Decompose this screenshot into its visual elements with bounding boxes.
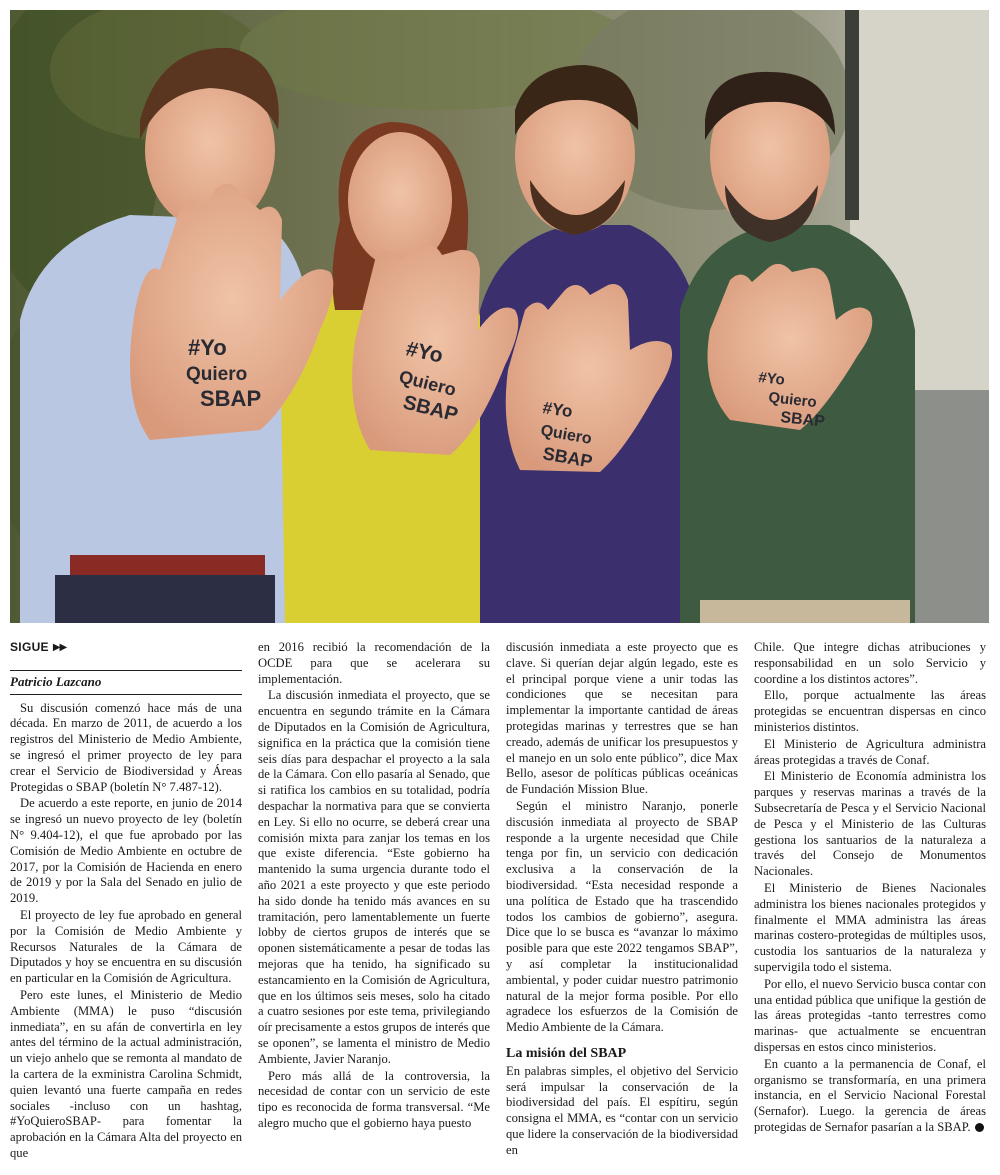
paragraph: El Ministerio de Agricultura administra áreas protegidas a través de Conaf.	[754, 736, 986, 767]
paragraph: El Ministerio de Economía administra los parques y reservas marinas a través de la Subsecretaría de Pesca y el Servicio Nacional de Pesca y el Ministerio de las Culturas gestiona los santuarios de la naturaleza a través del Consejo de Monumentos Nacionales.	[754, 769, 986, 879]
author-byline: Patricio Lazcano	[10, 670, 242, 695]
paragraph: De acuerdo a este reporte, en junio de 2014 se ingresó un nuevo proyecto de ley (boletín N° 9.404-12), el que fue aprobado por las Comisión de Medio Ambiente en octubre de 2017, por la Comisión de Hacienda en enero de 2019 y por la Sala del Senado en julio de 2019.	[10, 796, 242, 906]
column-3	[506, 640, 738, 1165]
hand-text-3-line2: Quiero	[539, 422, 594, 448]
sigue-text: SIGUE	[10, 640, 49, 654]
paragraph: La discusión inmediata el proyecto, que se encuentra en segundo trámite en la Cámara de Diputados en la Comisión de Agricultura, significa en la práctica que la comisión tiene seis días para despachar el proyecto a la sala de la Cámara. Con ello pasaría al Senado, que si ratifica los cambios en su totalidad, podría despachar la normativa para que se convierta en Ley. Si ello no ocurre, se deberá crear una comisión mixta para zanjar los temas en los que existe diferencia. “Este gobierno ha mantenido la suma urgencia durante todo el año 2021 a este proyecto y que este periodo ha sido donde ha tenido más avances en su tramitación, pero lamentablemente un fuerte lobby de ciertos grupos de interés que se oponen sistemáticamente a pesar de todas las mejoras que ha tenido, ha significado su estancamiento en la Comisión de Agricultura, que en los últimos seis meses, solo ha citado a cuatro sesiones por este tema, privilegiando oír precisamente a estos grupos de interés que se oponen”, se lamenta el ministro de Medio Ambiente, Javier Naranjo.	[258, 688, 490, 1066]
paragraph: en 2016 recibió la recomendación de la OCDE para que se acelerara su implementación.	[258, 640, 490, 686]
hand-text-3-line1: #Yo	[541, 398, 574, 422]
paragraph: discusión inmediata a este proyecto que es clave. Si querían dejar algún legado, este es el principal porque viene a unir todas las condiciones que se necesitan para implementar la importante cantidad de áreas protegidas marinas y terrestres que se han creado, además de unificar los presupuestos y el manejo en un solo ente público”, dice Max Bello, asesor de políticas públicas oceánicas de Fundación Mission Blue.	[506, 640, 738, 797]
paragraph: Pero este lunes, el Ministerio de Medio Ambiente (MMA) le puso “discusión inmediata”, en su afán de convertirla en ley antes del término de la actual administración, un viejo anhelo que se remonta al mandato de la cartera de la exministra Carolina Schmidt, quien levantó una fuerte campaña en redes sociales -incluso con un hashtag, #YoQuieroSBAP- para fomentar la aprobación en la Cámara Alta del proyecto en que	[10, 987, 242, 1160]
paragraph: El Ministerio de Bienes Nacionales administra los bienes nacionales protegidos y finalmente el MMA administra las áreas marinas costero-protegidas de múltiples usos, custodia los santuarios de la naturaleza y supervigila todo el sistema.	[754, 880, 986, 974]
paragraph: En palabras simples, el objetivo del Servicio será impulsar la conservación de la biodiversidad del país. El espítiru, según consigna el MMA, es “contar con un servicio que lidere la conservación de la biodiversidad en	[506, 1063, 738, 1157]
column-4	[754, 640, 986, 1165]
paragraph: Ello, porque actualmente las áreas protegidas se encuentran dispersas en cinco ministerios distintos.	[754, 688, 986, 734]
paragraph: Pero más allá de la controversia, la necesidad de contar con un servicio de este tipo es reconocida de forma transversal. “Me alegro mucho que el gobierno haya puesto	[258, 1068, 490, 1130]
hand-text-4-line1: #Yo	[757, 369, 786, 389]
column-1	[10, 640, 242, 1165]
subheading: La misión del SBAP	[506, 1045, 627, 1061]
paragraph-final	[754, 1057, 986, 1136]
paragraph: Según el ministro Naranjo, ponerle discusión inmediata al proyecto de SBAP responde a la urgente necesidad que Chile tenga por fin, un servicio con dedicación exclusiva a la conservación de la biodiversidad. “Esta necesidad responde a una política de Estado que ha trascendido todos los cambios de gobierno”, asegura. Dice que lo se busca es “avanzar lo máximo posible para que este 2022 tengamos SBAP”, y así completar la institucionalidad ambiental, y poder cuidar nuestro patrimonio natural de la mejor forma posible. Por ello agradece los esfuerzos de la Comisión de Medio Ambiente de la Cámara.	[506, 798, 738, 1035]
article-photo	[10, 10, 989, 623]
hand-text-3-line3: SBAP	[541, 443, 595, 472]
hand-text-4-line3: SBAP	[779, 409, 826, 431]
hand-text-2-line1: #Yo	[403, 337, 445, 368]
paragraph: Por ello, el nuevo Servicio busca contar con una entidad pública que unifique la gestión de las áreas protegidas -tanto terrestres como marinas- que actualmente se encuentran dispersas en estos cinco ministerios.	[754, 976, 986, 1054]
hand-text-2-line2: Quiero	[397, 366, 459, 400]
hand-text-2-line3: SBAP	[400, 391, 461, 427]
paragraph: Su discusión comenzó hace más de una década. En marzo de 2011, de acuerdo a los registros del Ministerio de Medio Ambiente, se ingresó el primer proyecto de ley para crear el Servicio de Biodiversidad y Áreas Protegidas o SBAP (boletín N° 7.487-12).	[10, 700, 242, 794]
end-mark-icon	[975, 1123, 984, 1132]
paragraph: Chile. Que integre dichas atribuciones y responsabilidad en un solo Servicio y coordine a los distintos actores”.	[754, 640, 986, 686]
hand-text-1-line3: SBAP	[200, 386, 262, 411]
photo-illustration	[10, 10, 989, 623]
sigue-label	[10, 640, 242, 656]
final-text: En cuanto a la permanencia de Conaf, el organismo se transformaría, en una primera instancia, en el Servicio Nacional Forestal (Sernafor). Luego. la gerencia de áreas protegidas de Sernafor pasarían a la SBAP.	[754, 1056, 986, 1134]
paragraph: El proyecto de ley fue aprobado en general por la Comisión de Medio Ambiente y Recursos Naturales de la Cámara de Diputados y hoy se encuentra en su discusión en particular en la Comisión de Agricultura.	[10, 907, 242, 986]
column-2	[258, 640, 490, 1165]
hand-text-1-line1: #Yo	[188, 335, 227, 360]
hand-text-4-line2: Quiero	[767, 389, 818, 412]
hand-text-1-line2: Quiero	[186, 364, 248, 385]
double-arrow-icon: ▶▶	[52, 642, 67, 653]
article-body	[10, 640, 990, 1165]
